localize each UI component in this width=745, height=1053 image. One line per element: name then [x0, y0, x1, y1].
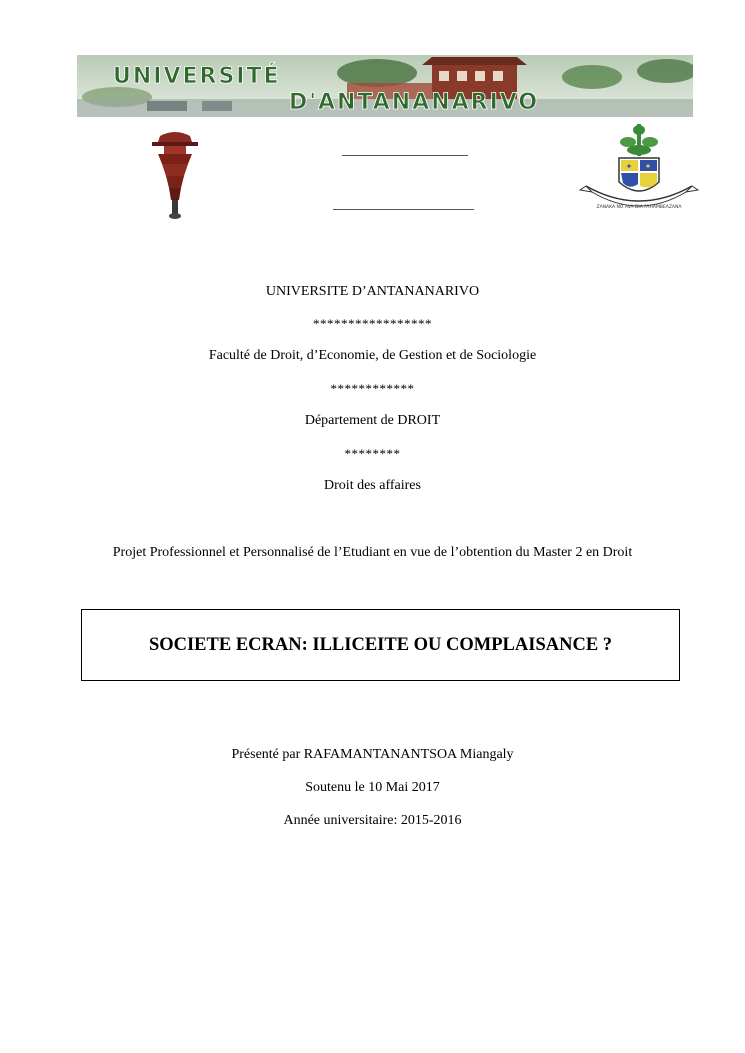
- project-description: Projet Professionnel et Personnalisé de l’Etudiant en vue de l’obtention du Master 2 en Droit: [112, 545, 633, 560]
- separator-stars-1: *****************: [313, 316, 432, 331]
- department-name: Département de DROIT: [304, 413, 441, 428]
- university-seal-right: [578, 120, 700, 220]
- academic-year: Année universitaire: 2015-2016: [283, 813, 462, 828]
- separator-stars-3: ********: [344, 446, 401, 461]
- university-banner-logo: [77, 55, 693, 117]
- separator-stars-2: ************: [330, 381, 415, 396]
- seal-motto: ZANAKA NO AVA DIA FAHAMBEAZANA: [596, 205, 682, 210]
- university-name: UNIVERSITE D’ANTANANARIVO: [265, 284, 480, 299]
- presenter-line: Présenté par RAFAMANTANANTSOA Miangaly: [231, 747, 514, 762]
- thesis-title-box: [81, 609, 680, 681]
- faculty-emblem-left: [140, 128, 210, 220]
- defense-date: Soutenu le 10 Mai 2017: [305, 780, 440, 795]
- specialty-name: Droit des affaires: [324, 478, 421, 493]
- banner-title-line2: D'ANTANANARIVO: [289, 90, 540, 115]
- svg-text:✦: ✦: [644, 162, 652, 171]
- svg-text:✦: ✦: [625, 162, 633, 171]
- thesis-title: SOCIETE ECRAN: ILLICEITE OU COMPLAISANCE ?: [148, 634, 613, 655]
- faculty-name: Faculté de Droit, d’Economie, de Gestion et de Sociologie: [208, 348, 537, 363]
- divider-rule-bottom: [333, 209, 474, 210]
- banner-title-line1: UNIVERSITÉ: [113, 64, 281, 89]
- divider-rule-top: [342, 155, 468, 156]
